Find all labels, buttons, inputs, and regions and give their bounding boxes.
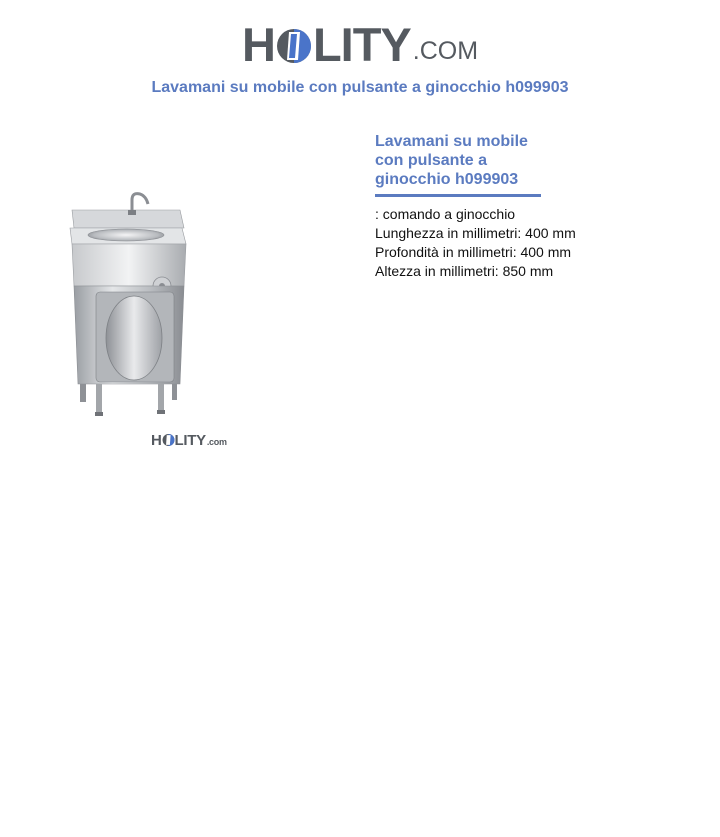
spec-item: Profondità in millimetri: 400 mm xyxy=(375,244,572,260)
sink-cabinet-image xyxy=(60,188,200,424)
image-watermark-logo xyxy=(151,433,227,448)
logo-letter-h: H xyxy=(242,18,275,71)
watermark-o-icon xyxy=(162,433,175,447)
watermark-letters-lity: LITY xyxy=(174,432,206,449)
spec-item: : comando a ginocchio xyxy=(375,206,516,222)
product-title: Lavamani su mobile con pulsante a ginocchio h099903 xyxy=(375,133,528,188)
spec-item: Altezza in millimetri: 850 mm xyxy=(375,263,554,279)
watermark-dotcom: .com xyxy=(206,437,227,447)
spec-list xyxy=(375,205,576,281)
watermark-letter-h: H xyxy=(151,432,162,449)
spec-item: Lunghezza in millimetri: 400 mm xyxy=(375,225,576,241)
logo-letters-lity: LITY xyxy=(312,18,411,71)
logo-o-icon xyxy=(276,26,312,66)
logo-dotcom: .COM xyxy=(412,37,479,65)
page-title: Lavamani su mobile con pulsante a ginocchio h099903 xyxy=(151,79,569,96)
title-underline xyxy=(375,194,541,197)
site-logo[interactable] xyxy=(242,12,479,71)
